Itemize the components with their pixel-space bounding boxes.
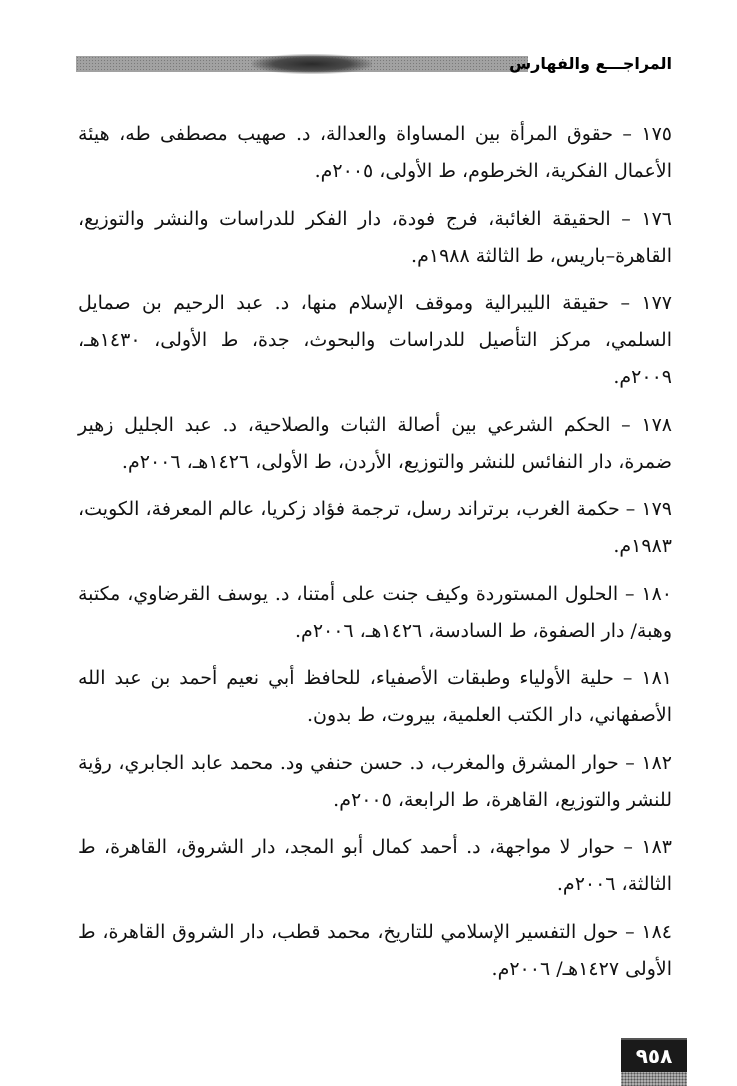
page-number: ٩٥٨ [621,1038,687,1072]
bibliography-entry: ١٧٨ – الحكم الشرعي بين أصالة الثبات والصلاحية، د. عبد الجليل زهير ضمرة، دار النفائس للنشر والتوزيع، الأردن، ط الأولى، ١٤٢٦هـ، ٢٠٠٦م. [78,413,672,473]
bibliography-entry: ١٨٣ – حوار لا مواجهة، د. أحمد كمال أبو المجد، دار الشروق، القاهرة، ط الثالثة، ٢٠٠٦م. [78,836,672,895]
bibliography-list [78,116,672,998]
header-title: المراجـــع والفهارس [509,54,672,73]
bibliography-entry: ١٨٢ – حوار المشرق والمغرب، د. حسن حنفي ود. محمد عابد الجابري، رؤية للنشر والتوزيع، القاهرة، ط الرابعة، ٢٠٠٥م. [78,751,672,811]
bibliography-entry: ١٨١ – حلية الأولياء وطبقات الأصفياء، للحافظ أبي نعيم أحمد بن عبد الله الأصفهاني، دار الكتب العلمية، بيروت، ط بدون. [78,667,672,726]
running-header [76,50,672,80]
bibliography-entry: ١٧٩ – حكمة الغرب، برتراند رسل، ترجمة فؤاد زكريا، عالم المعرفة، الكويت، ١٩٨٣م. [78,498,672,557]
bibliography-entry: ١٧٧ – حقيقة الليبرالية وموقف الإسلام منها، د. عبد الرحيم بن صمايل السلمي، مركز التأصيل للدراسات والبحوث، جدة، ط الأولى، ١٤٣٠هـ، ٢٠٠٩م. [78,292,672,388]
bibliography-entry: ١٧٦ – الحقيقة الغائبة، فرج فودة، دار الفكر للدراسات والنشر والتوزيع، القاهرة–باريس، ط الثالثة ١٩٨٨م. [78,207,672,267]
page-number-decoration [621,1072,687,1086]
bibliography-entry: ١٨٠ – الحلول المستوردة وكيف جنت على أمتنا، د. يوسف القرضاوي، مكتبة وهبة/ دار الصفوة، ط السادسة، ١٤٢٦هـ، ٢٠٠٦م. [78,582,672,642]
bibliography-entry: ١٨٤ – حول التفسير الإسلامي للتاريخ، محمد قطب، دار الشروق القاهرة، ط الأولى ١٤٢٧هـ/ ٢٠٠٦م. [78,920,672,980]
bibliography-entry: ١٧٥ – حقوق المرأة بين المساواة والعدالة، د. صهيب مصطفى طه، هيئة الأعمال الفكرية، الخرطوم، ط الأولى، ٢٠٠٥م. [78,123,672,182]
header-decorative-shade [252,54,372,74]
